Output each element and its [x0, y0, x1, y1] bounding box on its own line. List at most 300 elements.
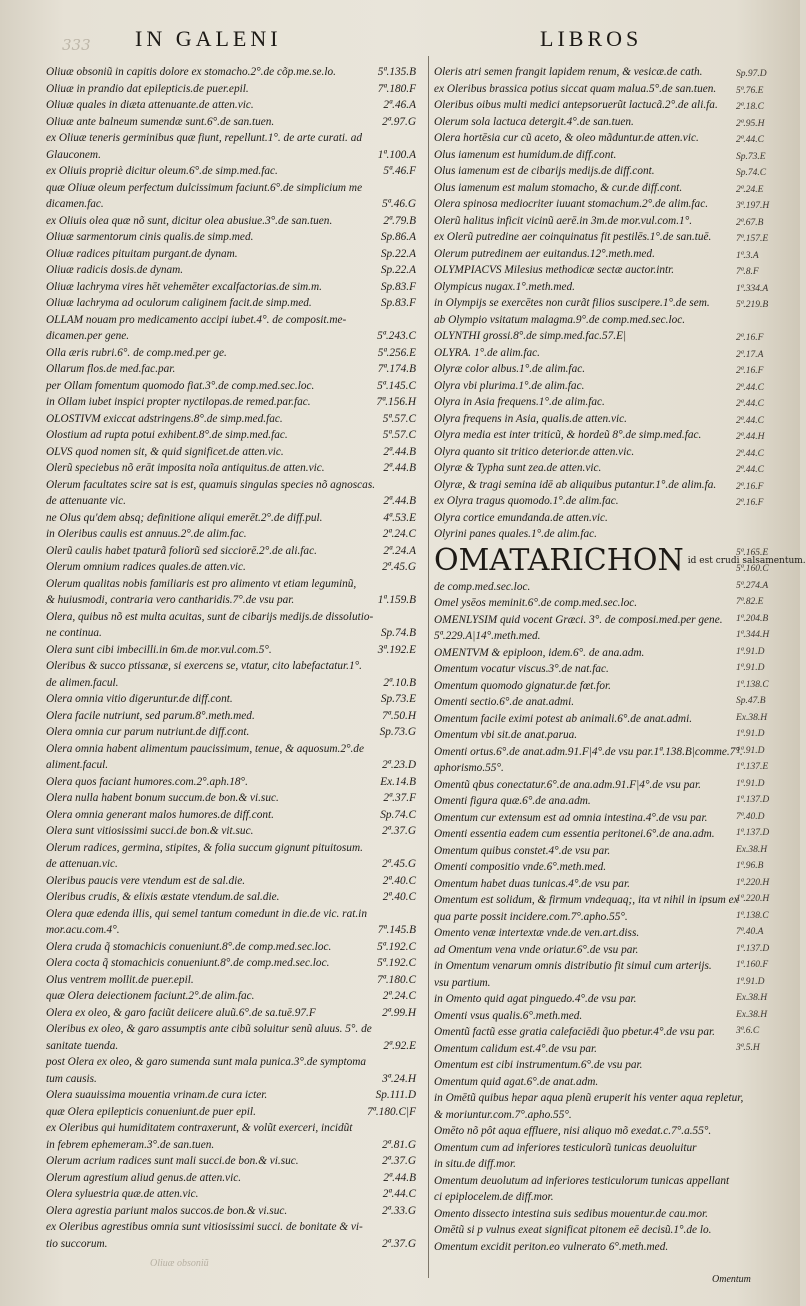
entry-text: Olera quæ edenda illis, qui semel tantum comedunt in die.de vic. rat.in	[46, 907, 367, 920]
entry-reference	[760, 1173, 764, 1190]
entry-text: OMENTVM & epiploon, idem.6°. de ana.adm.	[434, 646, 645, 659]
index-entry	[46, 543, 416, 560]
entry-reference: Sp.22.A	[380, 247, 416, 260]
index-entry	[434, 826, 764, 843]
margin-reference: 5ª.274.A	[736, 580, 769, 591]
entry-reference	[412, 658, 416, 675]
entry-text: Olus iamenum est humidum.de diff.cont.	[434, 148, 617, 161]
entry-text: Olera suauissima mouentia vrinam.de cura icter.	[46, 1089, 268, 1101]
entry-reference: 7ª.180.C	[377, 973, 416, 986]
index-entry	[434, 1090, 764, 1107]
entry-reference	[412, 741, 416, 758]
entry-text: Omenti ortus.6°.de anat.adm.91.F|4°.de vsu par.1ª.138.B|comme.7°.	[434, 745, 743, 758]
index-column-right	[434, 64, 806, 1255]
margin-reference: 5ª.76.E	[736, 85, 764, 96]
index-entry	[46, 889, 416, 906]
index-column-left	[46, 64, 416, 1252]
index-entry	[46, 1005, 416, 1022]
entry-reference: Sp.83.F	[380, 297, 416, 309]
entry-text: OLYRA. 1°.de alim.fac.	[434, 346, 540, 359]
index-entry	[434, 777, 764, 794]
entry-text: Olera nulla habent bonum succum.de bon.& vi.suc.	[46, 792, 279, 804]
entry-reference: Sp.111.D	[375, 1089, 416, 1101]
entry-text: quæ Olera epilepticis conueniunt.de puer epil.	[46, 1105, 256, 1118]
index-entry	[46, 460, 416, 477]
margin-reference: 1ª.160.F	[736, 960, 769, 970]
index-entry	[434, 1206, 764, 1223]
entry-reference	[760, 1107, 764, 1124]
entry-text: quæ Olera deiectionem faciunt.2°.de alim.fac.	[46, 990, 255, 1002]
index-entry	[434, 196, 764, 213]
entry-reference	[412, 1054, 416, 1071]
index-entry	[46, 444, 416, 461]
entry-text: 5ª.229.A|14°.meth.med.	[434, 630, 541, 642]
entry-reference	[412, 906, 416, 923]
entry-text: & moriuntur.com.7°.apho.55°.	[434, 1108, 572, 1121]
entry-text: Omenti compositio vnde.6°.meth.med.	[434, 861, 607, 873]
index-entry	[434, 909, 764, 926]
entry-text: in Omento quid agat pinguedo.4°.de vsu par.	[434, 993, 637, 1005]
entry-text: Oliuæ radices pituitam purgant.de dynam.	[46, 247, 238, 260]
entry-reference	[412, 1021, 416, 1038]
index-entry	[46, 1054, 416, 1071]
entry-text: Oliuæ lachryma ad oculorum caliginem facit.de simp.med.	[46, 297, 312, 309]
margin-reference: Ex.38.H	[736, 844, 768, 855]
entry-reference: 5ª.57.C	[382, 429, 416, 441]
index-entry	[46, 180, 416, 197]
entry-text: Omentum habet duas tunicas.4°.de vsu par.	[434, 877, 630, 890]
margin-reference: 2ª.18.C	[736, 102, 764, 112]
index-entry	[434, 542, 806, 579]
entry-reference	[412, 477, 416, 494]
entry-text: Olus iamenum est malum stomacho, & cur.de diff.cont.	[434, 181, 683, 194]
index-entry	[46, 873, 416, 890]
entry-text: Omenti figura quæ.6°.de ana.adm.	[434, 795, 591, 807]
entry-reference	[760, 1074, 764, 1091]
entry-text: OMENLYSIM quid vocent Græci. 3°. de composi.med.per gene.	[434, 613, 723, 626]
entry-text: in febrem ephemeram.3°.de san.tuen.	[46, 1138, 215, 1151]
margin-reference: 2ª.24.E	[736, 184, 764, 195]
entry-text: Omenti vsus qualis.6°.meth.med.	[434, 1009, 583, 1022]
entry-reference: Sp.86.A	[380, 231, 416, 243]
index-entry	[434, 876, 764, 893]
entry-text: qua parte possit incidere.com.7°.apho.55°.	[434, 910, 628, 923]
margin-reference: 1ª.334.A	[736, 283, 769, 294]
entry-text: Olyra media est inter triticũ, & hordeũ 8°.de simp.med.fac.	[434, 429, 702, 441]
entry-text: in Oleribus caulis est annuus.2°.de alim.fac.	[46, 528, 247, 540]
entry-text: Olyra vbi plurima.1°.de alim.fac.	[434, 379, 585, 392]
index-entry	[46, 312, 416, 329]
index-entry	[434, 279, 764, 296]
index-entry	[46, 774, 416, 791]
entry-text: Olera sunt vitiosissimi succi.de bon.& vit.suc.	[46, 825, 254, 837]
index-entry	[434, 1156, 764, 1173]
index-entry	[46, 1104, 416, 1121]
index-entry	[434, 1222, 764, 1239]
margin-reference: 2ª.44.C	[736, 448, 764, 459]
entry-reference	[412, 609, 416, 626]
index-entry	[434, 760, 764, 777]
entry-text: Olerũ halitus inficit vicinũ aerē.in 3m.de mor.vul.com.1°.	[434, 214, 693, 227]
margin-reference	[736, 512, 800, 529]
index-entry	[46, 526, 416, 543]
index-entry	[434, 744, 764, 761]
entry-text: vsu partium.	[434, 976, 491, 989]
running-head-right: LIBROS	[540, 26, 643, 51]
index-entry	[46, 114, 416, 131]
entry-text: Omenti sectio.6°.de anat.admi.	[434, 696, 575, 708]
entry-text: ad Omentum vena vnde oriatur.6°.de vsu par.	[434, 943, 639, 956]
margin-reference: 1ª.3.A	[736, 250, 759, 261]
entry-reference: 7ª.145.B	[377, 924, 416, 936]
entry-reference: 7ª.50.H	[382, 709, 416, 722]
entry-text: Omēto nõ pôt aqua effluere, nisi aliquo mõ exedat.c.7°.a.55°.	[434, 1125, 712, 1137]
entry-text: Omel ysēos meminit.6°.de comp.med.sec.loc.	[434, 597, 638, 609]
margin-reference: 2ª.16.F	[736, 498, 764, 508]
index-entry	[434, 975, 764, 992]
entry-reference: 2ª.44.B	[383, 445, 416, 458]
entry-text: OLOSTIVM exiccat adstringens.8°.de simp.med.fac.	[46, 412, 283, 425]
index-entry	[434, 678, 764, 695]
entry-text: Olerum qualitas nobis familiaris est pro alimento vt etiam leguminũ,	[46, 577, 357, 590]
entry-reference: 5ª.256.E	[377, 346, 416, 359]
entry-text: Oliuæ obsoniũ in capitis dolore ex stomacho.2°.de cõp.me.se.lo.	[46, 66, 336, 78]
index-entry	[46, 493, 416, 510]
entry-text: Olostium ad rupta potui exhibent.8°.de simp.med.fac.	[46, 429, 288, 441]
entry-reference	[760, 1206, 764, 1223]
margin-reference: Ex.38.H	[736, 712, 768, 723]
entry-text: Olerum omnium radices quales.de atten.vic.	[46, 561, 246, 573]
entry-reference	[412, 180, 416, 197]
entry-reference: 2ª.24.A	[383, 544, 416, 557]
index-entry	[46, 345, 416, 362]
entry-text: Olera omnia habent alimentum paucissimum, tenue, & aquosum.2°.de	[46, 742, 364, 755]
entry-reference: 7ª.174.B	[377, 363, 416, 375]
entry-text: ex Oliuis olea quæ nõ sunt, dicitur olea abusiue.3°.de san.tuen.	[46, 214, 333, 227]
margin-reference: 7ª.8.F	[736, 267, 759, 277]
margin-reference: 5ª.160.C	[736, 564, 769, 574]
index-entry	[434, 312, 764, 329]
margin-reference: 7ª.82.E	[736, 597, 764, 607]
margin-reference: Ex.38.H	[736, 993, 768, 1003]
entry-text: Olera ex oleo, & garo faciũt deiicere aluũ.6°.de sa.tuē.97.F	[46, 1006, 316, 1019]
entry-reference: 1ª.159.B	[377, 594, 416, 606]
ghost-page-number: 333	[62, 36, 91, 54]
entry-text: Olera sunt cibi imbecilli.in 6m.de mor.vul.com.5°.	[46, 643, 272, 656]
index-entry	[46, 1087, 416, 1104]
index-entry	[46, 757, 416, 774]
index-entry	[46, 1120, 416, 1137]
index-entry	[434, 645, 764, 662]
index-entry	[46, 691, 416, 708]
index-entry	[46, 658, 416, 675]
index-entry	[46, 625, 416, 642]
entry-reference: 4ª.53.E	[383, 511, 416, 524]
entry-text: Olyra frequens in Asia, qualis.de atten.vic.	[434, 412, 627, 425]
index-entry	[434, 694, 764, 711]
index-entry	[434, 612, 764, 629]
entry-text: Olera cocta q̃ stomachicis conueniunt.8°.de comp.med.sec.loc.	[46, 957, 330, 969]
entry-text: Olerum radices, germina, stipites, & folia succum gignunt pituitosum.	[46, 841, 363, 854]
index-entry	[434, 793, 764, 810]
index-entry	[434, 595, 764, 612]
margin-reference: 1ª.91.D	[736, 729, 765, 739]
entry-text: Oleris atri semen frangit lapidem renum, & vesicæ.de cath.	[434, 66, 703, 78]
entry-text: Glauconem.	[46, 148, 101, 161]
entry-text: per Ollam fomentum quomodo fiat.3°.de comp.med.sec.loc.	[46, 379, 315, 392]
index-entry	[434, 1107, 764, 1124]
entry-text: ex Olyra tragus quomodo.1°.de alim.fac.	[434, 495, 619, 507]
entry-text: Olera, quibus nõ est multa acuitas, sunt de cibarijs medijs.de dissolutio-	[46, 610, 374, 623]
entry-reference	[412, 130, 416, 147]
entry-reference: 2ª.97.G	[382, 115, 416, 128]
entry-text: Omentum quibus constet.4°.de vsu par.	[434, 844, 611, 857]
index-entry	[46, 1153, 416, 1170]
margin-reference: 1ª.91.D	[736, 745, 765, 756]
margin-reference: 7ª.157.E	[736, 234, 769, 244]
entry-text: sanitate tuenda.	[46, 1039, 119, 1052]
index-entry	[46, 576, 416, 593]
entry-text: ab Olympio vsitatum malagma.9°.de comp.med.sec.loc.	[434, 313, 686, 326]
entry-text: Omentum est cibi instrumentum.6°.de vsu par.	[434, 1059, 643, 1071]
entry-reference: 5ª.57.C	[382, 412, 416, 425]
index-entry	[46, 1021, 416, 1038]
entry-reference: 2ª.24.C	[382, 990, 416, 1002]
index-entry	[434, 579, 764, 596]
index-entry	[46, 213, 416, 230]
index-entry	[434, 1057, 764, 1074]
entry-text: dicamen.per gene.	[46, 330, 130, 342]
margin-reference: 7ª.40.D	[736, 811, 765, 822]
margin-reference: 2ª.44.C	[736, 399, 764, 409]
margin-reference: 1ª.137.D	[736, 943, 770, 954]
margin-reference: 7ª.40.A	[736, 927, 764, 937]
entry-reference	[760, 1123, 764, 1140]
entry-reference: 5ª.135.B	[377, 66, 416, 78]
index-entry	[46, 642, 416, 659]
index-entry	[46, 1186, 416, 1203]
entry-text: Oleribus & succo ptissanæ, si exercens se, vtatur, cito labefactatur.1°.	[46, 660, 362, 672]
margin-reference: Sp.73.E	[736, 151, 766, 162]
entry-reference: Sp.22.A	[380, 264, 416, 276]
entry-reference: 7ª.180.C|F	[367, 1105, 416, 1118]
index-entry	[46, 246, 416, 263]
index-entry	[46, 361, 416, 378]
index-entry	[434, 727, 764, 744]
index-entry	[46, 229, 416, 246]
entry-text: in Omentum venarum omnis distributio fit simul cum arterijs.	[434, 960, 712, 972]
entry-reference	[760, 1090, 764, 1107]
entry-reference: 2ª.40.C	[382, 874, 416, 887]
entry-reference: 5ª.192.C	[377, 940, 416, 953]
index-entry	[46, 1071, 416, 1088]
entry-reference: 2ª.45.G	[382, 858, 416, 870]
index-entry	[434, 64, 764, 81]
index-entry	[434, 180, 764, 197]
entry-reference	[412, 840, 416, 857]
entry-reference: 2ª.37.G	[382, 1237, 416, 1250]
entry-text: Omentum excidit periton.eo vulnerato 6°.meth.med.	[434, 1240, 669, 1253]
margin-reference: 1ª.96.B	[736, 861, 764, 871]
entry-reference: 2ª.79.B	[383, 214, 416, 227]
index-entry	[46, 823, 416, 840]
index-entry	[434, 1123, 764, 1140]
entry-reference	[760, 1239, 764, 1256]
entry-text: ci epiplocelem.de diff.mor.	[434, 1191, 554, 1203]
margin-reference: 1ª.91.D	[736, 976, 765, 987]
entry-text: Olerum putredinem aer euitandus.12°.meth.med.	[434, 247, 655, 260]
index-entry	[434, 958, 764, 975]
entry-reference: 2ª.44.C	[382, 1188, 416, 1200]
entry-text: Olerũ caulis habet tpaturã foliorũ sed sicciorē.2°.de ali.fac.	[46, 544, 317, 557]
index-entry	[434, 361, 764, 378]
margin-reference: 1ª.204.B	[736, 613, 769, 624]
entry-reference: 2ª.10.B	[383, 676, 416, 689]
index-entry	[46, 840, 416, 857]
index-entry	[46, 328, 416, 345]
entry-reference: 2ª.81.G	[382, 1138, 416, 1151]
index-entry	[434, 843, 764, 860]
entry-text: OLYNTHI grossi.8°.de simp.med.fac.57.E|	[434, 330, 627, 342]
entry-text: Olla æris rubri.6°. de comp.med.per ge.	[46, 346, 227, 359]
index-entry	[46, 427, 416, 444]
index-entry	[434, 163, 764, 180]
entry-reference	[760, 1057, 764, 1074]
margin-reference: Sp.47.B	[736, 696, 766, 706]
entry-text: Omentum quomodo gignatur.de fœt.for.	[434, 679, 611, 692]
margin-reference: 2ª.95.H	[736, 118, 765, 129]
index-entry	[434, 427, 764, 444]
entry-reference: 2ª.45.G	[382, 561, 416, 573]
index-entry	[46, 97, 416, 114]
index-entry	[434, 394, 764, 411]
margin-reference: 3ª.5.H	[736, 1042, 760, 1053]
entry-text: ex Oleribus brassica potius siccat quam malua.5°.de san.tuen.	[434, 82, 717, 95]
entry-reference: 5ª.192.C	[377, 957, 416, 969]
entry-reference: Sp.74.B	[380, 627, 416, 639]
entry-text: Omētũ si p vulnus exeat significat pitonem eē decisũ.1°.de lo.	[434, 1224, 712, 1236]
index-entry	[46, 955, 416, 972]
index-entry	[434, 411, 764, 428]
entry-reference	[760, 1189, 764, 1206]
entry-reference: 5ª.145.C	[377, 379, 416, 392]
entry-text: Omenti essentia eadem cum essentia peritonei.6°.de ana.adm.	[434, 828, 715, 840]
entry-text: Ollarum flos.de med.fac.par.	[46, 363, 176, 375]
index-entry	[46, 295, 416, 312]
entry-text: Oleribus paucis vere vtendum est de sal.die.	[46, 874, 246, 887]
index-entry	[46, 147, 416, 164]
entry-text: in Ollam iubet inspici propter nyctilopas.de remed.par.fac.	[46, 396, 311, 408]
index-entry	[434, 295, 764, 312]
margin-reference: Sp.74.C	[736, 168, 767, 178]
entry-text: ex Olerũ putredine aer coinquinatus fit pestilēs.1°.de san.tuē.	[434, 231, 712, 243]
entry-text: OLYMPIACVS Milesius methodicæ sectæ auctor.intr.	[434, 264, 675, 276]
margin-reference: 3ª.197.H	[736, 201, 770, 211]
margin-reference: Sp.97.D	[736, 69, 767, 79]
index-entry	[434, 345, 764, 362]
margin-reference: 1ª.138.C	[736, 679, 769, 690]
index-entry	[434, 460, 764, 477]
index-entry	[46, 922, 416, 939]
entry-text: de comp.med.sec.loc.	[434, 580, 531, 593]
margin-reference: 1ª.137.D	[736, 828, 770, 838]
entry-text: Olera agrestia pariunt malos succos.de bon.& vi.suc.	[46, 1204, 288, 1217]
index-entry	[46, 1170, 416, 1187]
margin-reference: 1ª.220.H	[736, 877, 770, 888]
entry-text: Olus iamenum est de cibarijs medijs.de diff.cont.	[434, 165, 655, 177]
entry-reference: 2ª.99.H	[382, 1006, 416, 1019]
entry-text: Olerum agrestium aliud genus.de atten.vic.	[46, 1171, 242, 1184]
entry-text: Omentum est solidum, & firmum vndequaq;, ita vt nihil in ipsum ex	[434, 894, 739, 906]
entry-text: tio succorum.	[46, 1237, 108, 1250]
entry-text: Olerum sola lactuca detergit.4°.de san.tuen.	[434, 115, 634, 128]
entry-gloss: id est crudi salsamentum.	[687, 555, 806, 566]
index-entry	[46, 510, 416, 527]
entry-text: Omento dissecto intestina suis sedibus mouentur.de cau.mor.	[434, 1207, 708, 1220]
index-entry	[434, 81, 764, 98]
index-entry	[434, 378, 764, 395]
entry-reference: 7ª.180.F	[377, 82, 416, 95]
entry-text: in situ.de diff.mor.	[434, 1158, 516, 1170]
index-entry	[434, 130, 764, 147]
entry-text: ne Olus qu'dem absq; definitione aliqui emerēt.2°.de diff.pul.	[46, 511, 323, 524]
entry-reference: Ex.14.B	[380, 775, 416, 788]
entry-text: OLVS quod nomen sit, & quid significet.de atten.vic.	[46, 445, 284, 458]
index-entry	[434, 1041, 764, 1058]
margin-reference: 2ª.44.C	[736, 465, 764, 475]
index-entry	[434, 477, 764, 494]
index-entry	[434, 1074, 764, 1091]
index-entry	[434, 1008, 764, 1025]
index-entry	[434, 892, 764, 909]
entry-text: & huiusmodi, contraria vero cantharidis.7°.de vsu par.	[46, 594, 295, 606]
index-entry	[434, 510, 764, 527]
entry-text: Olyræ color albus.1°.de alim.fac.	[434, 363, 586, 375]
margin-reference: 2ª.44.C	[736, 135, 764, 145]
entry-reference: 7ª.156.H	[376, 396, 416, 408]
entry-text: ex Oleribus agrestibus omnia sunt vitiosissimi succi. de bonitate & vi-	[46, 1221, 363, 1233]
index-entry	[46, 906, 416, 923]
margin-reference: Ex.38.H	[736, 1009, 768, 1020]
entry-reference: 2ª.37.G	[382, 825, 416, 837]
index-entry	[434, 711, 764, 728]
entry-text: Oleribus ex oleo, & garo assumptis ante cibũ soluitur senũ aluus. 5°. de	[46, 1023, 372, 1035]
margin-reference: 2ª.67.B	[736, 217, 764, 228]
margin-reference: 2ª.44.C	[736, 415, 764, 426]
index-entry	[46, 279, 416, 296]
entry-reference: 2ª.44.B	[383, 495, 416, 507]
index-entry	[46, 972, 416, 989]
margin-references	[736, 66, 800, 1056]
index-entry	[434, 1239, 764, 1256]
margin-reference: 5ª.219.B	[736, 300, 769, 310]
index-entry	[434, 444, 764, 461]
entry-text: Oliuæ sarmentorum cinis qualis.de simp.med.	[46, 231, 254, 243]
entry-reference: 2ª.33.G	[382, 1204, 416, 1217]
entry-text: OMATARICHON	[434, 542, 684, 578]
index-entry	[46, 196, 416, 213]
entry-text: Omentum deuolutum ad inferiores testiculorum tunicas appellant	[434, 1174, 730, 1187]
margin-reference	[736, 528, 800, 545]
margin-reference: 2ª.44.C	[736, 382, 764, 393]
index-entry	[46, 724, 416, 741]
index-entry	[434, 526, 764, 543]
entry-text: Oliuæ quales in diæta attenuante.de atten.vic.	[46, 99, 254, 111]
margin-reference: 1ª.137.D	[736, 795, 770, 805]
entry-reference	[412, 312, 416, 329]
entry-text: Omentum cum ad inferiores testiculorũ tunicas deuoluitur	[434, 1141, 697, 1154]
entry-reference: Sp.73.G	[379, 726, 416, 738]
